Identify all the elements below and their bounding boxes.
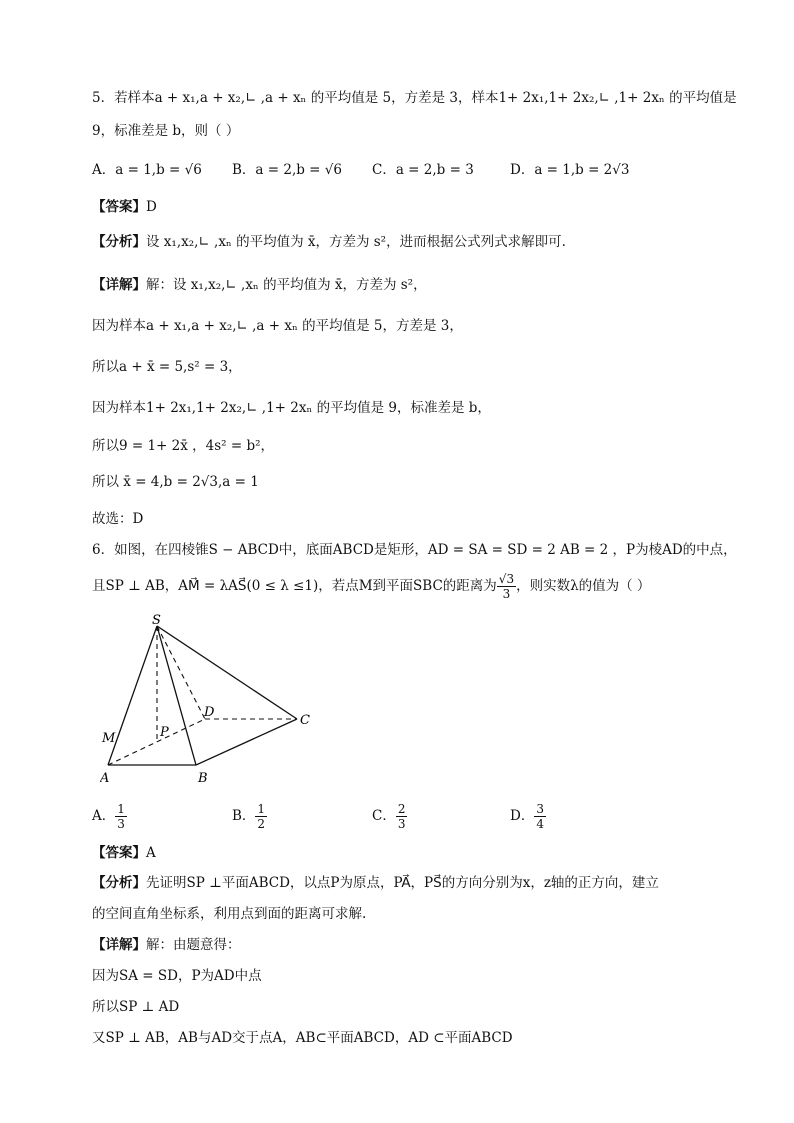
q5-stem-line2: 9，标准差是 b，则（ ） [92,123,240,139]
fraction-denominator: 3 [502,587,511,601]
q6-option-a [92,802,127,831]
answer-tag: 【答案】 [92,199,146,215]
q6-option-d [510,802,546,831]
q6-step-1: 因为SA = SD，P为AD中点 [92,968,262,984]
q5-step-6: 故选：D [92,511,144,527]
q5-analysis [92,232,566,252]
label-C: C [300,713,310,728]
answer-value: A [146,845,156,861]
q6-stem-line2-a: 且SP ⊥ AB，AM⃗ = λAS⃗(0 ≤ λ ≤1)，若点M到平面SBC的距离为 [92,578,497,594]
detail-text: 解：设 x₁,x₂,∟ ,xₙ 的平均值为 x̄，方差为 s²， [146,277,427,293]
q5-step-3: 因为样本1+ 2x₁,1+ 2x₂,∟ ,1+ 2xₙ 的平均值是 9，标准差是 b， [92,400,491,416]
q6-stem-line1: 6．如图，在四棱锥S − ABCD中，底面ABCD是矩形，AD = SA = SD = 2 AB = 2 ，P为棱AD的中点， [92,542,737,558]
fraction-numerator: 2 [397,802,406,816]
option-label: B． [232,808,256,824]
edge-SA [108,626,157,765]
fraction-denominator: 3 [117,817,125,831]
edge-SC [157,626,297,719]
q5-option-b: B．a = 2,b = √6 [232,162,342,178]
q6-answer [92,843,156,863]
option-fraction [115,802,127,831]
edge-SB [157,626,196,765]
q6-analysis-line1 [92,873,659,893]
option-label: C． [372,808,396,824]
q6-step-3: 又SP ⊥ AB，AB与AD交于点A，AB⊂平面ABCD，AD ⊂平面ABCD [92,1030,513,1046]
answer-value: D [146,199,157,215]
label-P: P [160,725,169,740]
q5-option-a: A．a = 1,b = √6 [92,162,202,178]
q5-option-d: D．a = 1,b = 2√3 [510,162,630,178]
option-fraction [534,802,546,831]
option-label: A． [92,808,116,824]
q6-step-2: 所以SP ⊥ AD [92,999,180,1015]
q5-step-1: 因为样本a + x₁,a + x₂,∟ ,a + xₙ 的平均值是 5，方差是 3， [92,318,463,334]
detail-tag: 【详解】 [92,277,146,293]
q6-analysis-line2: 的空间直角坐标系，利用点到面的距离可求解. [92,906,367,922]
fraction-numerator: 3 [536,802,544,816]
fraction-numerator: 1 [117,802,125,816]
fraction-denominator: 3 [397,817,406,831]
fraction-denominator: 4 [536,817,544,831]
analysis-text: 设 x₁,x₂,∟ ,xₙ 的平均值为 x̄，方差为 s²，进而根据公式列式求解即可. [146,234,566,250]
option-fraction [255,802,267,831]
analysis-tag: 【分析】 [92,875,146,891]
q6-option-c [372,802,407,831]
option-fraction [396,802,408,831]
q5-step-2: 所以a + x̄ = 5,s² = 3， [92,359,242,375]
edge-BC [196,719,297,765]
label-M: M [102,731,116,746]
detail-tag: 【详解】 [92,937,146,953]
q6-detail [92,935,241,955]
q6-distance-fraction [497,572,516,601]
fraction-denominator: 2 [257,817,266,831]
fraction-numerator: √3 [498,572,515,586]
fraction-numerator: 1 [257,802,266,816]
q6-stem-line2 [92,570,650,602]
analysis-text: 先证明SP ⊥平面ABCD，以点P为原点，PA⃗，PS⃗的方向分别为x，z轴的正方向，建立 [146,875,659,891]
q5-step-4: 所以9 = 1+ 2x̄ ，4s² = b²， [92,438,275,454]
detail-text: 解：由题意得： [146,937,241,953]
q6-stem-line2-b: ，则实数λ的值为（ ） [516,578,651,594]
edge-SD [157,626,205,719]
q5-stem-line1: 5．若样本a + x₁,a + x₂,∟ ,a + xₙ 的平均值是 5，方差是 3，样本1+ 2x₁,1+ 2x₂,∟ ,1+ 2xₙ 的平均值是 [92,90,737,106]
analysis-tag: 【分析】 [92,234,146,250]
label-S: S [152,613,161,628]
q6-option-b [232,802,267,831]
q5-answer [92,197,157,217]
q5-step-5: 所以 x̄ = 4,b = 2√3,a = 1 [92,474,259,490]
q5-option-c: C．a = 2,b = 3 [372,162,474,178]
q5-detail [92,275,427,295]
option-label: D． [510,808,535,824]
label-A: A [100,771,110,786]
label-D: D [204,705,215,720]
label-B: B [198,771,208,786]
answer-tag: 【答案】 [92,845,146,861]
pyramid-figure [100,612,330,787]
